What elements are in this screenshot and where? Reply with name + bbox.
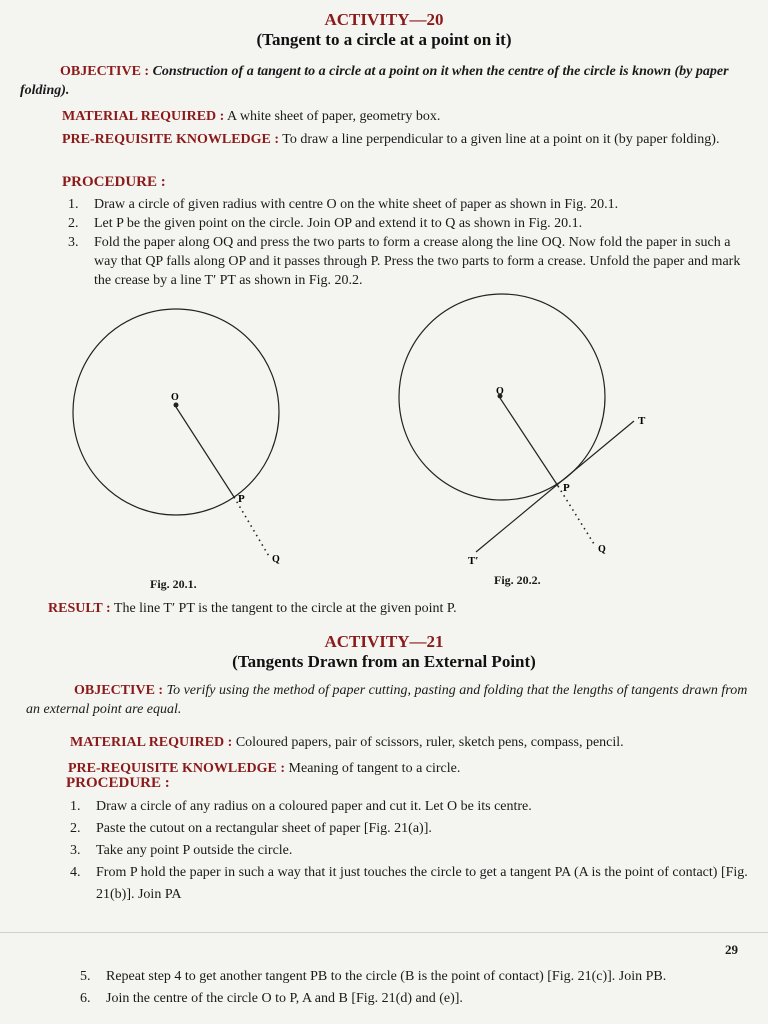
result-text: The line T′ PT is the tangent to the circle at the given point P.: [113, 601, 457, 616]
activity-21-steps: [70, 796, 755, 906]
objective-text: Construction of a tangent to a circle at a point on it when the centre of the circle is known (by paper folding).: [20, 64, 729, 98]
dotted-extension-pq: [558, 486, 594, 544]
activity-20-steps: [68, 195, 743, 290]
step-number: 1.: [70, 799, 81, 814]
activity-20-heading: ACTIVITY—20: [324, 10, 444, 29]
objective-text: To verify using the method of paper cutting, pasting and folding that the lengths of tangents drawn from an external point are equal.: [26, 683, 748, 717]
activity-21-heading: ACTIVITY—21: [324, 632, 444, 651]
list-item: [80, 988, 750, 1010]
list-item: [70, 796, 755, 818]
step-text: Let P be the given point on the circle. Join OP and extend it to Q as shown in Fig. 20.1.: [94, 216, 583, 231]
label-q: Q: [272, 554, 280, 565]
activity-20-result: [48, 601, 748, 617]
prereq-label: PRE-REQUISITE KNOWLEDGE :: [68, 761, 286, 776]
procedure-label: PROCEDURE :: [62, 174, 166, 190]
objective-label: OBJECTIVE :: [74, 683, 164, 698]
label-t-prime: T′: [468, 555, 479, 567]
step-number: 3.: [70, 843, 81, 858]
activity-21-subtitle: (Tangents Drawn from an External Point): [232, 652, 536, 671]
step-text: Draw a circle of any radius on a coloured paper and cut it. Let O be its centre.: [96, 799, 532, 814]
activity-20-subtitle: (Tangent to a circle at a point on it): [256, 30, 512, 49]
prereq-text: To draw a line perpendicular to a given line at a point on it (by paper folding).: [282, 132, 720, 147]
page-divider: [0, 932, 768, 933]
objective-label: OBJECTIVE :: [60, 64, 150, 79]
list-item: [68, 214, 743, 233]
list-item: [80, 966, 750, 988]
list-item: [68, 233, 743, 290]
page-number: 29: [725, 942, 738, 957]
step-text: Join the centre of the circle O to P, A and B [Fig. 21(d) and (e)].: [106, 991, 463, 1006]
activity-21-prereq: [68, 759, 748, 778]
label-o: O: [496, 386, 504, 397]
step-text: Paste the cutout on a rectangular sheet of paper [Fig. 21(a)].: [96, 821, 432, 836]
result-label: RESULT :: [48, 601, 111, 616]
activity-20-objective: [20, 62, 745, 100]
step-text: From P hold the paper in such a way that it just touches the circle to get a tangent PA (A is the point of contact) [Fig. 21(b)]. Join PA: [96, 865, 748, 902]
label-t: T: [638, 415, 646, 427]
activity-20-material: [62, 107, 752, 126]
label-p: P: [563, 482, 570, 494]
material-label: MATERIAL REQUIRED :: [70, 735, 233, 750]
list-item: [70, 862, 755, 906]
tangent-line-tpt: [476, 421, 634, 552]
step-number: 5.: [80, 969, 91, 984]
prereq-label: PRE-REQUISITE KNOWLEDGE :: [62, 132, 280, 147]
material-text: Coloured papers, pair of scissors, ruler, sketch pens, compass, pencil.: [235, 735, 624, 750]
activity-21-material: [70, 733, 750, 752]
label-q: Q: [598, 544, 606, 555]
step-number: 2.: [68, 216, 79, 231]
procedure-label: PROCEDURE :: [66, 775, 170, 791]
list-item: [70, 818, 755, 840]
step-text: Fold the paper along OQ and press the two parts to form a crease along the line OQ. Now fold the paper in such a way that QP falls along OP and it passes through P. Press the two parts to form a crease. Unfold the paper and mark the crease by a line T′ PT as shown in Fig. 20.2.: [94, 235, 741, 288]
step-number: 6.: [80, 991, 91, 1006]
step-number: 4.: [70, 865, 81, 880]
list-item: [68, 195, 743, 214]
step-text: Draw a circle of given radius with centre O on the white sheet of paper as shown in Fig. 20.1.: [94, 197, 619, 212]
step-number: 1.: [68, 197, 79, 212]
step-number: 3.: [68, 235, 79, 250]
material-label: MATERIAL REQUIRED :: [62, 109, 225, 124]
label-p: P: [238, 493, 245, 505]
figure-20-2: [0, 290, 768, 630]
figure-20-2-caption: Fig. 20.2.: [494, 573, 541, 587]
material-text: A white sheet of paper, geometry box.: [227, 109, 441, 124]
list-item: [70, 840, 755, 862]
radius-line-op: [500, 398, 558, 486]
figure-20-1-caption: Fig. 20.1.: [150, 577, 197, 591]
prereq-text: Meaning of tangent to a circle.: [288, 761, 461, 776]
step-text: Repeat step 4 to get another tangent PB to the circle (B is the point of contact) [Fig. 21(c)]. Join PB.: [106, 969, 667, 984]
activity-21-objective: [26, 681, 756, 719]
step-number: 2.: [70, 821, 81, 836]
label-o: O: [171, 392, 179, 403]
activity-21-steps-next-page: [80, 966, 750, 1010]
step-text: Take any point P outside the circle.: [96, 843, 293, 858]
activity-20-prereq: [20, 130, 745, 149]
